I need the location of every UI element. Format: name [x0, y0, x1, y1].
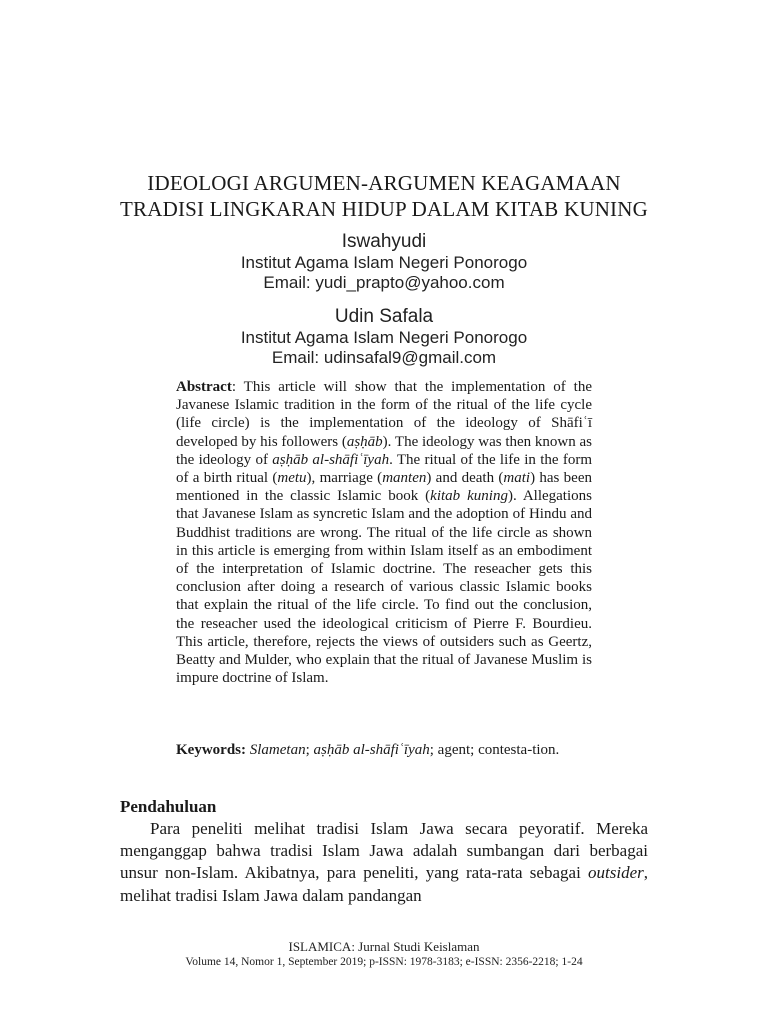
- keywords-label: Keywords:: [176, 742, 246, 758]
- author-email: Email: yudi_prapto@yahoo.com: [263, 273, 505, 292]
- footer-issue: Volume 14, Nomor 1, September 2019; p-ISSN: 1978-3183; e-ISSN: 2356-2218; 1-24: [185, 956, 583, 968]
- abstract: [176, 378, 592, 687]
- author-affiliation: Institut Agama Islam Negeri Ponorogo: [240, 253, 528, 272]
- author-affiliation: Institut Agama Islam Negeri Ponorogo: [240, 328, 528, 347]
- italic-term: metu: [277, 470, 307, 487]
- author-name: Udin Safala: [334, 306, 434, 327]
- italic-term: kitab kuning: [430, 488, 508, 505]
- text-run: : This article will show that the implementation of the Javanese Islamic tradition in the form of the ritual of the life cycle (life circle) is the implementation of the ideology of Shāfiʿī developed by his followers (: [176, 379, 592, 450]
- italic-term: mati: [503, 470, 531, 487]
- text-run: . The ritual of the life in the form of a birth ritual (: [176, 451, 592, 487]
- paper-title: [0, 170, 768, 222]
- italic-term: manten: [382, 470, 427, 487]
- italic-term: aṣḥāb: [346, 433, 383, 450]
- author-name: Iswahyudi: [341, 231, 427, 252]
- author-block-1: [0, 231, 768, 293]
- keywords-list: [246, 742, 559, 758]
- text-run: ) has been mentioned in the classic Islamic book (: [176, 470, 592, 505]
- italic-term: aṣḥāb al-shāfiʿīyah: [313, 742, 430, 758]
- text-run: , melihat tradisi Islam Jawa dalam pandangan: [120, 863, 648, 905]
- author-block-2: [0, 306, 768, 368]
- keywords: [176, 741, 592, 759]
- text-run: ;: [305, 742, 314, 758]
- italic-term: Slametan: [249, 742, 306, 758]
- text-run: ). Allegations that Javanese Islam as syncretic Islam and the adoption of Hindu and Buddhist traditions are wrong. The ritual of the life circle as shown in this article is emerging from within Islam itself as an embodiment of the interpretation of Islamic doctrine. The reseacher gets this conclusion after doing a research of various classic Islamic books that explain the ritual of the life circle. To find out the conclusion, the reseacher used the ideological criticism of Pierre F. Bourdieu. This article, therefore, rejects the views of outsiders such as Geertz, Beatty and Mulder, who explain that the ritual of Javanese Muslim is impure doctrine of Islam.: [176, 488, 592, 687]
- title-line-2: TRADISI LINGKARAN HIDUP DALAM KITAB KUNING: [120, 197, 648, 221]
- text-run: ), marriage (: [306, 470, 383, 487]
- text-run: Para peneliti melihat tradisi Islam Jawa secara peyoratif. Mereka menganggap bahwa tradisi Islam Jawa adalah sumbangan dari berbagai unsur non-Islam. Akibatnya, para peneliti, yang rata-rata sebagai: [120, 819, 648, 883]
- text-run: ; agent; contesta-tion.: [429, 742, 560, 758]
- abstract-body: [176, 379, 592, 686]
- italic-term: aṣḥāb al-shāfiʿīyah: [272, 451, 390, 468]
- title-line-1: IDEOLOGI ARGUMEN-ARGUMEN KEAGAMAAN: [147, 171, 621, 195]
- page-footer: [0, 938, 768, 970]
- section-paragraph: [120, 818, 648, 907]
- text-run: ). The ideology was then known as the ideology of: [176, 433, 592, 468]
- section-heading: Pendahuluan: [120, 797, 217, 816]
- footer-journal: ISLAMICA: Jurnal Studi Keislaman: [288, 939, 480, 954]
- text-run: ) and death (: [426, 470, 504, 487]
- author-email: Email: udinsafal9@gmail.com: [271, 348, 497, 367]
- abstract-label: Abstract: [176, 379, 232, 395]
- italic-term: outsider: [588, 863, 644, 883]
